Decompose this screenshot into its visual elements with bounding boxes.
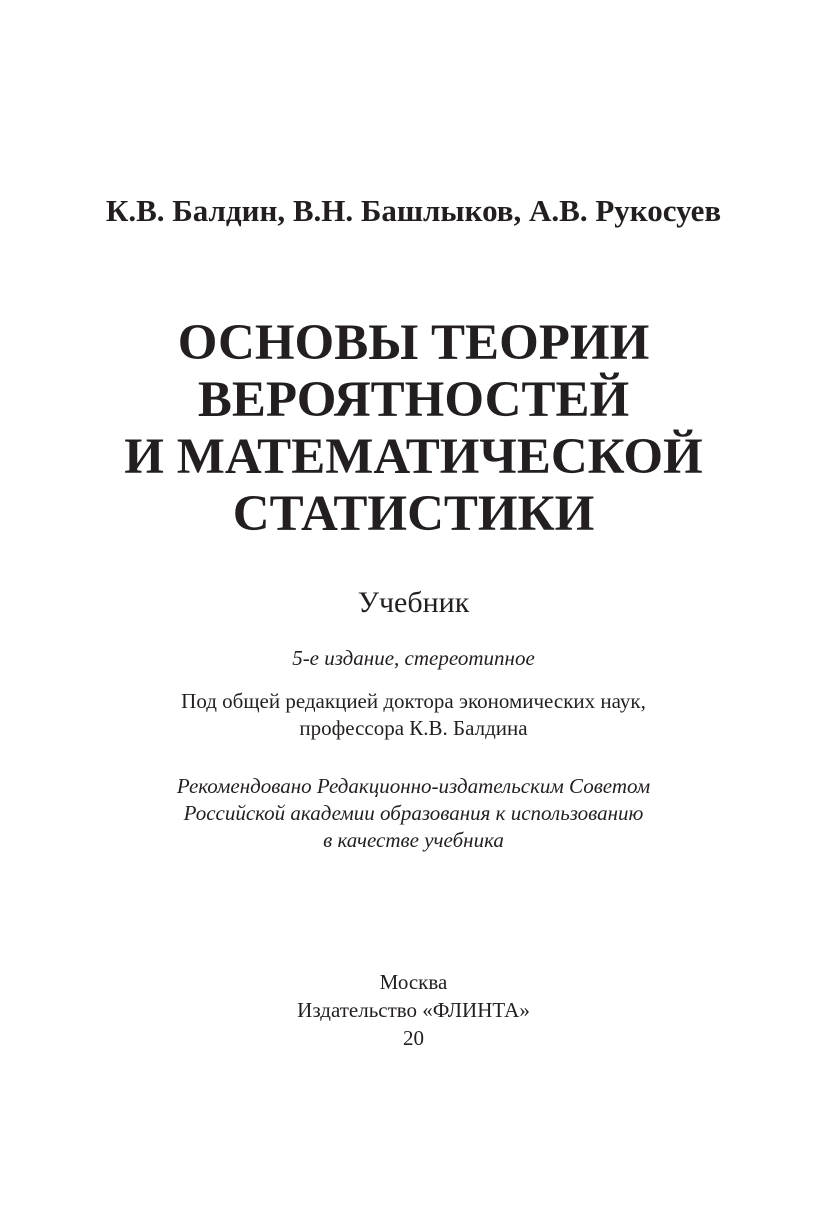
recommendation-line: Рекомендовано Редакционно-издательским Советом	[176, 774, 651, 798]
title-line: ВЕРОЯТНОСТЕЙ	[197, 372, 630, 428]
edition-note: 5-е издание, стереотипное	[292, 646, 535, 670]
imprint-publisher: Издательство «ФЛИНТА»	[297, 998, 530, 1022]
editor-note	[0, 688, 827, 742]
title-line: СТАТИСТИКИ	[232, 486, 595, 542]
recommendation-line: Российской академии образования к использованию	[183, 801, 644, 825]
book-type: Учебник	[357, 586, 470, 619]
imprint-city: Москва	[379, 970, 448, 994]
authors: К.В. Балдин, В.Н. Башлыков, А.В. Рукосуев	[105, 193, 722, 228]
recommendation-line: в качестве учебника	[323, 828, 504, 852]
editor-line: Под общей редакцией доктора экономических наук,	[181, 689, 646, 713]
title-line: И МАТЕМАТИЧЕСКОЙ	[124, 429, 703, 485]
imprint	[0, 968, 827, 1052]
editor-line: профессора К.В. Балдина	[299, 716, 528, 740]
title-line: ОСНОВЫ ТЕОРИИ	[177, 315, 650, 371]
imprint-year: 20	[403, 1026, 424, 1050]
recommendation-note	[0, 773, 827, 854]
book-title	[0, 315, 827, 543]
